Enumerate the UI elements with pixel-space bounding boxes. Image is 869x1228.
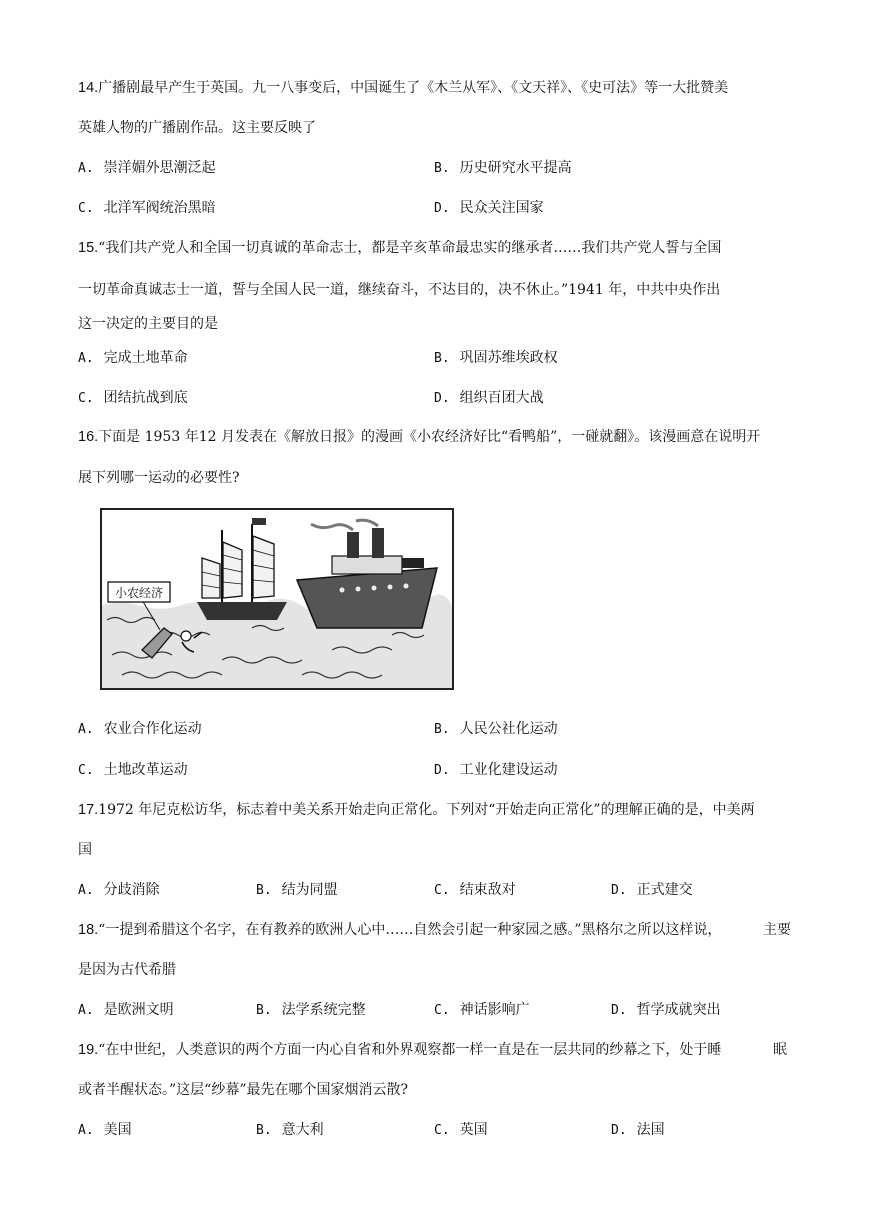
option-text: 工业化建设运动 <box>459 762 558 778</box>
option-text: 哲学成就突出 <box>636 1002 721 1018</box>
q14-option-b[interactable] <box>434 158 572 179</box>
q17-option-b[interactable] <box>256 880 338 901</box>
question-14-line-2: 英雄人物的广播剧作品。这主要反映了 <box>78 120 316 136</box>
cartoon-label: 小农经济 <box>114 586 164 600</box>
option-text: 崇洋媚外思潮泛起 <box>103 160 216 176</box>
q15-option-c[interactable] <box>78 388 188 409</box>
option-text: 历史研究水平提高 <box>459 160 572 176</box>
option-letter: B. <box>434 161 450 176</box>
question-14-text-1: 广播剧最早产生于英国。九一八事变后，中国诞生了《木兰从军》、《文天祥》、《史可法》等一大批赞美 <box>98 80 729 96</box>
option-letter: A. <box>78 161 94 176</box>
q17-option-a[interactable] <box>78 880 160 901</box>
q18-option-c[interactable] <box>434 1000 530 1021</box>
option-letter: D. <box>434 763 450 778</box>
option-letter: A. <box>78 883 94 898</box>
option-letter: D. <box>611 1003 627 1018</box>
option-letter: D. <box>611 883 627 898</box>
cartoon-image <box>100 508 454 690</box>
q19-option-b[interactable] <box>256 1120 324 1141</box>
q16-option-c[interactable] <box>78 760 188 781</box>
question-14-line-1 <box>78 78 728 98</box>
option-letter: B. <box>434 351 450 366</box>
option-letter: A. <box>78 722 94 737</box>
option-letter: D. <box>611 1123 627 1138</box>
question-17-line-2: 国 <box>78 842 92 858</box>
question-19-line-2: 或者半醒状态。”这层“纱幕”最先在哪个国家烟消云散? <box>78 1082 408 1098</box>
q15-option-d[interactable] <box>434 388 544 409</box>
option-text: 巩固苏维埃政权 <box>459 350 558 366</box>
question-15-text-1: “我们共产党人和全国一切真诚的革命志士，都是辛亥革命最忠实的继承者……我们共产党人誓与全国 <box>98 240 722 256</box>
option-text: 结束敌对 <box>459 882 516 898</box>
option-text: 完成土地革命 <box>103 350 188 366</box>
question-15-line-1 <box>78 238 721 258</box>
option-letter: A. <box>78 351 94 366</box>
question-18-number: 18. <box>78 922 99 938</box>
q18-option-b[interactable] <box>256 1000 366 1021</box>
question-15-line-2: 一切革命真诚志士一道，誓与全国人民一道，继续奋斗，不达目的，决不休止。”1941 年，中共中央作出 <box>78 282 721 298</box>
option-letter: A. <box>78 1123 94 1138</box>
option-text: 神话影响广 <box>459 1002 530 1018</box>
question-16-text-1: 下面是 1953 年12 月发表在《解放日报》的漫画《小农经济好比“看鸭船”，一碰就翻》。该漫画意在说明开 <box>98 429 761 445</box>
q19-option-c[interactable] <box>434 1120 488 1141</box>
question-19-number: 19. <box>78 1042 99 1058</box>
q16-option-a[interactable] <box>78 719 202 740</box>
question-14-number: 14. <box>78 80 99 96</box>
question-17-line-1 <box>78 800 755 820</box>
question-18-line-2: 是因为古代希腊 <box>78 962 176 978</box>
option-letter: B. <box>256 1123 272 1138</box>
option-text: 人民公社化运动 <box>459 721 558 737</box>
question-19-line-1 <box>78 1040 721 1060</box>
question-16-line-2: 展下列哪一运动的必要性? <box>78 470 240 486</box>
option-text: 英国 <box>459 1122 488 1138</box>
question-16-line-1 <box>78 427 760 447</box>
option-text: 是欧洲文明 <box>103 1002 174 1018</box>
q14-option-a[interactable] <box>78 158 216 179</box>
option-letter: C. <box>434 883 450 898</box>
option-letter: C. <box>78 391 94 406</box>
option-text: 北洋军阀统治黑暗 <box>103 200 216 216</box>
option-text: 美国 <box>103 1122 132 1138</box>
option-text: 组织百团大战 <box>459 390 544 406</box>
question-17-number: 17. <box>78 802 99 818</box>
option-text: 法学系统完整 <box>281 1002 366 1018</box>
option-letter: B. <box>256 1003 272 1018</box>
option-letter: B. <box>256 883 272 898</box>
junk-ship-drawing <box>197 518 287 620</box>
question-15-number: 15. <box>78 240 99 256</box>
option-letter: D. <box>434 201 450 216</box>
q18-option-a[interactable] <box>78 1000 174 1021</box>
q15-option-a[interactable] <box>78 348 188 369</box>
option-letter: C. <box>78 763 94 778</box>
q15-option-b[interactable] <box>434 348 558 369</box>
question-16-number: 16. <box>78 429 99 445</box>
q14-option-c[interactable] <box>78 198 216 219</box>
option-text: 结为同盟 <box>281 882 338 898</box>
option-text: 正式建交 <box>636 882 693 898</box>
q17-option-d[interactable] <box>611 880 693 901</box>
option-text: 农业合作化运动 <box>103 721 202 737</box>
q14-option-d[interactable] <box>434 198 544 219</box>
option-letter: A. <box>78 1003 94 1018</box>
question-18-line-1 <box>78 920 721 940</box>
q17-option-c[interactable] <box>434 880 516 901</box>
option-text: 意大利 <box>281 1122 324 1138</box>
question-17-text-1: 1972 年尼克松访华，标志着中美关系开始走向正常化。下列对“开始走向正常化”的理解正确的是，中美两 <box>98 802 755 818</box>
question-19-text-1b: 眠 <box>773 1042 787 1058</box>
option-letter: B. <box>434 722 450 737</box>
option-letter: D. <box>434 391 450 406</box>
question-19-text-1: “在中世纪，人类意识的两个方面一内心自省和外界观察都一样一直是在一层共同的纱幕之下，处于睡 <box>98 1042 722 1058</box>
option-letter: C. <box>434 1123 450 1138</box>
steamship-drawing <box>297 520 437 628</box>
q16-option-b[interactable] <box>434 719 558 740</box>
q16-option-d[interactable] <box>434 760 558 781</box>
question-15-line-3: 这一决定的主要目的是 <box>78 316 218 332</box>
option-letter: C. <box>434 1003 450 1018</box>
option-text: 土地改革运动 <box>103 762 188 778</box>
q19-option-a[interactable] <box>78 1120 132 1141</box>
option-text: 民众关注国家 <box>459 200 544 216</box>
option-text: 分歧消除 <box>103 882 160 898</box>
cartoon-drawing <box>102 510 452 688</box>
option-letter: C. <box>78 201 94 216</box>
question-18-text-1: “一提到希腊这个名字，在有教养的欧洲人心中……自然会引起一种家园之感。”黑格尔之所以这样说， <box>98 922 722 938</box>
option-text: 团结抗战到底 <box>103 390 188 406</box>
q19-option-d[interactable] <box>611 1120 665 1141</box>
q18-option-d[interactable] <box>611 1000 721 1021</box>
question-18-text-1b: 主要 <box>763 922 791 938</box>
option-text: 法国 <box>636 1122 665 1138</box>
